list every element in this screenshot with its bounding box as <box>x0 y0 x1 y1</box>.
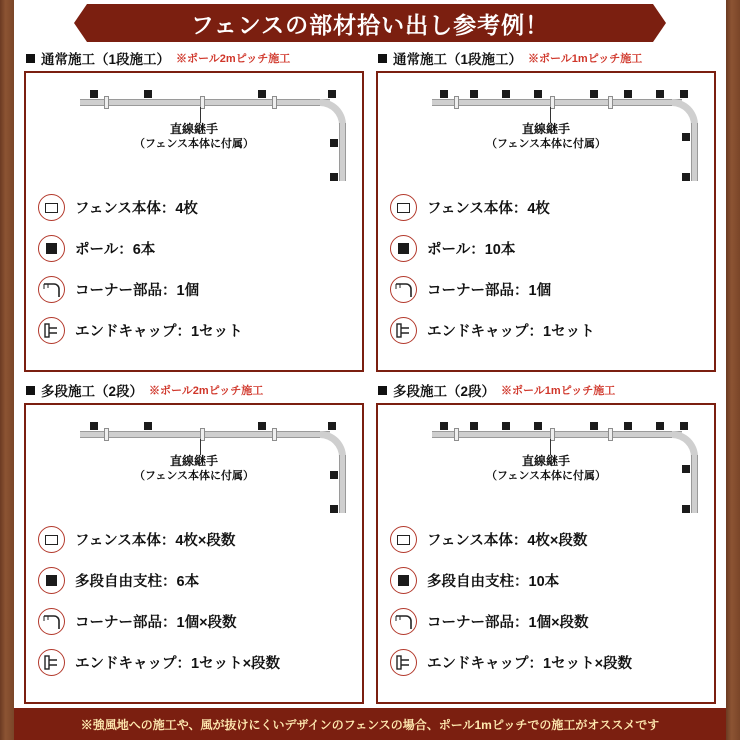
legend-item <box>38 642 354 683</box>
panel-note: ※ポール2mピッチ施工 <box>176 53 291 65</box>
panel-title: 多段施工（2段） <box>41 384 144 399</box>
post-icon <box>38 235 65 262</box>
bullet-square-icon <box>378 386 387 395</box>
legend-label: フェンス本体：4枚 <box>427 201 550 217</box>
legend-label: フェンス本体：4枚 <box>75 201 198 217</box>
post-marker <box>328 422 336 430</box>
legend-item <box>390 519 706 560</box>
page-content <box>14 0 726 740</box>
parts-legend <box>38 519 354 683</box>
legend-label: エンドキャップ：1セット <box>427 324 595 340</box>
fence-panel-icon <box>38 194 65 221</box>
diagram-label-main: 直線継手 <box>521 122 570 136</box>
title-banner-wrap <box>14 0 726 46</box>
legend-item <box>38 187 354 228</box>
diagram-label-sub: （フェンス本体に付属） <box>133 138 255 151</box>
post-marker <box>680 422 688 430</box>
fence-panel-icon <box>390 526 417 553</box>
fence-layout-diagram <box>384 77 708 185</box>
post-marker <box>330 173 338 181</box>
joint-mark <box>454 428 459 441</box>
legend-item <box>38 310 354 351</box>
corner-part-icon <box>38 276 65 303</box>
post-marker <box>656 90 664 98</box>
legend-label: ポール：6本 <box>75 242 156 258</box>
rail-horizontal <box>432 431 682 438</box>
post-icon <box>38 567 65 594</box>
post-marker <box>590 90 598 98</box>
legend-label: エンドキャップ：1セット <box>75 324 243 340</box>
legend-label: コーナー部品：1個×段数 <box>75 615 237 631</box>
post-icon <box>390 567 417 594</box>
diagram-label-sub: （フェンス本体に付属） <box>133 470 255 483</box>
panel-header <box>376 46 716 71</box>
panel-body <box>376 71 716 372</box>
joint-mark <box>608 428 613 441</box>
post-marker <box>682 505 690 513</box>
joint-mark <box>104 428 109 441</box>
panel-body <box>24 71 364 372</box>
post-marker <box>440 90 448 98</box>
panel-title: 通常施工（1段施工） <box>41 52 171 67</box>
decorative-right-bar <box>726 0 740 740</box>
post-marker <box>624 90 632 98</box>
panel-header <box>24 46 364 71</box>
legend-item <box>390 642 706 683</box>
diagram-label-main: 直線継手 <box>521 454 570 468</box>
post-marker <box>144 90 152 98</box>
parts-legend <box>390 519 706 683</box>
legend-item <box>38 269 354 310</box>
post-marker <box>534 90 542 98</box>
legend-item <box>38 601 354 642</box>
post-marker <box>90 422 98 430</box>
post-marker <box>624 422 632 430</box>
end-cap-icon <box>390 317 417 344</box>
rail-horizontal <box>80 99 330 106</box>
fence-layout-diagram <box>32 409 356 517</box>
post-marker <box>90 90 98 98</box>
post-marker <box>440 422 448 430</box>
legend-label: フェンス本体：4枚×段数 <box>427 533 588 549</box>
legend-item <box>390 310 706 351</box>
post-marker <box>656 422 664 430</box>
legend-label: コーナー部品：1個 <box>427 283 552 299</box>
legend-item <box>390 560 706 601</box>
end-cap-icon <box>390 649 417 676</box>
post-marker <box>328 90 336 98</box>
panel-title: 通常施工（1段施工） <box>393 52 523 67</box>
diagram-label <box>32 453 356 484</box>
post-marker <box>470 422 478 430</box>
bullet-square-icon <box>378 54 387 63</box>
end-cap-icon <box>38 649 65 676</box>
rail-horizontal <box>432 99 682 106</box>
post-marker <box>258 422 266 430</box>
post-marker <box>680 90 688 98</box>
legend-label: エンドキャップ：1セット×段数 <box>427 656 633 672</box>
post-icon <box>390 235 417 262</box>
panel-standard-1m <box>376 46 716 372</box>
title-banner <box>87 4 653 42</box>
diagram-label <box>384 121 708 152</box>
legend-label: コーナー部品：1個×段数 <box>427 615 589 631</box>
post-marker <box>470 90 478 98</box>
legend-label: エンドキャップ：1セット×段数 <box>75 656 281 672</box>
diagram-label <box>32 121 356 152</box>
panel-grid <box>24 46 716 704</box>
legend-label: 多段自由支柱：6本 <box>75 574 200 590</box>
post-marker <box>590 422 598 430</box>
panel-body <box>24 403 364 704</box>
footer-banner <box>14 708 726 740</box>
panel-note: ※ポール1mピッチ施工 <box>501 385 616 397</box>
panel-multistage-1m <box>376 378 716 704</box>
corner-part-icon <box>38 608 65 635</box>
diagram-label-main: 直線継手 <box>169 454 218 468</box>
diagram-label-sub: （フェンス本体に付属） <box>485 470 607 483</box>
joint-mark <box>104 96 109 109</box>
corner-part-icon <box>390 608 417 635</box>
end-cap-icon <box>38 317 65 344</box>
post-marker <box>682 173 690 181</box>
legend-label: コーナー部品：1個 <box>75 283 200 299</box>
legend-item <box>38 228 354 269</box>
diagram-label <box>384 453 708 484</box>
post-marker <box>258 90 266 98</box>
legend-label: フェンス本体：4枚×段数 <box>75 533 236 549</box>
fence-layout-diagram <box>32 77 356 185</box>
panel-body <box>376 403 716 704</box>
legend-item <box>390 601 706 642</box>
legend-item <box>390 228 706 269</box>
panel-standard-2m <box>24 46 364 372</box>
fence-layout-diagram <box>384 409 708 517</box>
diagram-label-main: 直線継手 <box>169 122 218 136</box>
joint-mark <box>608 96 613 109</box>
panel-header <box>376 378 716 403</box>
post-marker <box>534 422 542 430</box>
legend-label: 多段自由支柱：10本 <box>427 574 560 590</box>
legend-item <box>38 560 354 601</box>
legend-item <box>390 187 706 228</box>
parts-legend <box>390 187 706 351</box>
panel-note: ※ポール1mピッチ施工 <box>528 53 643 65</box>
joint-mark <box>272 428 277 441</box>
legend-item <box>390 269 706 310</box>
post-marker <box>144 422 152 430</box>
panel-header <box>24 378 364 403</box>
legend-item <box>38 519 354 560</box>
fence-panel-icon <box>390 194 417 221</box>
bullet-square-icon <box>26 386 35 395</box>
panel-note: ※ポール2mピッチ施工 <box>149 385 264 397</box>
panel-multistage-2m <box>24 378 364 704</box>
rail-horizontal <box>80 431 330 438</box>
fence-panel-icon <box>38 526 65 553</box>
footer-note: ※強風地への施工や、風が抜けにくいデザインのフェンスの場合、ポール1mピッチでの施工がオススメです <box>80 717 660 732</box>
parts-legend <box>38 187 354 351</box>
corner-part-icon <box>390 276 417 303</box>
joint-mark <box>272 96 277 109</box>
decorative-left-bar <box>0 0 14 740</box>
legend-label: ポール：10本 <box>427 242 516 258</box>
diagram-label-sub: （フェンス本体に付属） <box>485 138 607 151</box>
joint-mark <box>454 96 459 109</box>
post-marker <box>330 505 338 513</box>
page-title: フェンスの部材拾い出し参考例！ <box>190 11 550 38</box>
bullet-square-icon <box>26 54 35 63</box>
post-marker <box>502 422 510 430</box>
panel-title: 多段施工（2段） <box>393 384 496 399</box>
post-marker <box>502 90 510 98</box>
